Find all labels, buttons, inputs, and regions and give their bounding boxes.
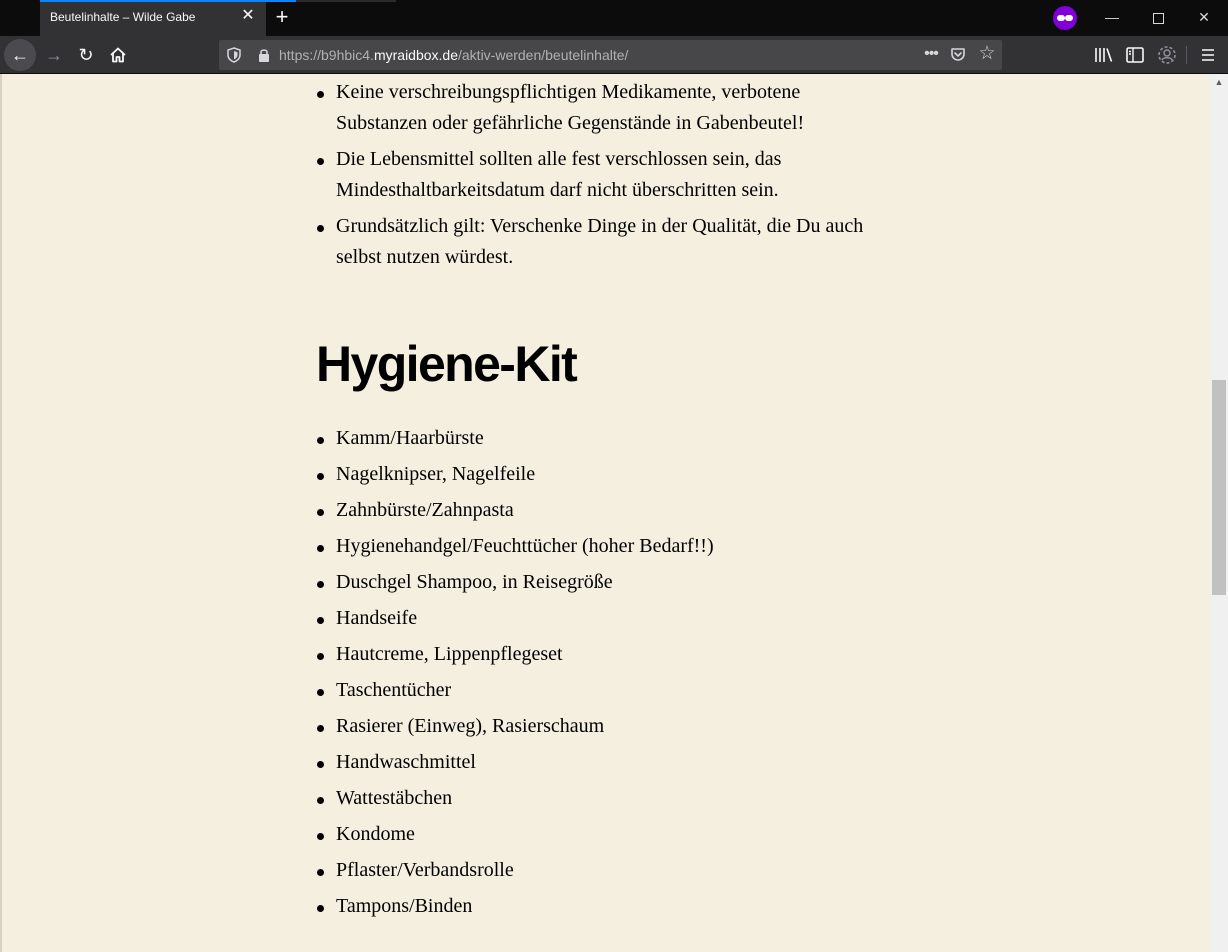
lock-icon[interactable] xyxy=(257,47,271,63)
private-browsing-icon xyxy=(1053,6,1077,30)
list-item: Kamm/Haarbürste xyxy=(316,423,916,459)
account-icon[interactable] xyxy=(1155,43,1179,67)
scrollbar-thumb[interactable] xyxy=(1212,380,1226,595)
list-item: Wattestäbchen xyxy=(316,783,916,819)
vertical-scrollbar[interactable] xyxy=(1210,74,1228,952)
hygiene-kit-list xyxy=(316,423,916,927)
home-button[interactable] xyxy=(102,39,134,71)
url-bar[interactable] xyxy=(219,40,1002,70)
list-item: Handwaschmittel xyxy=(316,747,916,783)
toolbar-divider xyxy=(1186,46,1187,64)
tracking-protection-shield-icon[interactable] xyxy=(227,47,241,63)
maximize-button[interactable] xyxy=(1135,0,1181,36)
page-actions-icon[interactable]: ••• xyxy=(924,45,938,62)
tab-close-icon[interactable]: ✕ xyxy=(241,7,255,24)
back-button[interactable]: ← xyxy=(4,39,36,71)
list-item: Grundsätzlich gilt: Verschenke Dinge in der Qualität, die Du auch selbst nutzen würdest. xyxy=(316,211,896,273)
list-item: Taschentücher xyxy=(316,675,916,711)
section-heading: Hygiene-Kit xyxy=(316,336,577,392)
tab-strip-highlight xyxy=(266,0,396,2)
home-icon xyxy=(109,46,127,64)
list-item: Handseife xyxy=(316,603,916,639)
tab-strip xyxy=(0,0,1228,36)
list-item: Hygienehandgel/Feuchttücher (hoher Bedarf!!) xyxy=(316,531,916,567)
forward-button[interactable]: → xyxy=(45,45,63,65)
maximize-icon xyxy=(1153,13,1164,24)
tab-accent-line xyxy=(40,0,266,2)
list-item: Nagelknipser, Nagelfeile xyxy=(316,459,916,495)
sidebar-icon[interactable] xyxy=(1123,43,1147,67)
list-item: Die Lebensmittel sollten alle fest verschlossen sein, das Mindesthaltbarkeitsdatum darf nicht überschritten sein. xyxy=(316,144,896,206)
reload-button[interactable]: ↻ xyxy=(78,45,94,65)
page-viewport xyxy=(0,74,1228,952)
list-item: Duschgel Shampoo, in Reisegröße xyxy=(316,567,916,603)
list-item: Pflaster/Verbandsrolle xyxy=(316,855,916,891)
list-item: Rasierer (Einweg), Rasierschaum xyxy=(316,711,916,747)
close-window-button[interactable]: ✕ xyxy=(1198,9,1210,25)
tab-active[interactable] xyxy=(40,0,266,36)
new-tab-button[interactable]: + xyxy=(275,4,289,29)
rules-list xyxy=(316,77,896,278)
url-domain: myraidbox.de xyxy=(373,47,458,63)
url-prefix: https://b9hbic4. xyxy=(279,47,374,63)
minimize-button[interactable]: — xyxy=(1105,9,1119,25)
hamburger-menu-icon[interactable] xyxy=(1196,43,1220,67)
url-path: /aktiv-werden/beutelinhalte/ xyxy=(458,47,629,63)
list-item: Zahnbürste/Zahnpasta xyxy=(316,495,916,531)
list-item: Kondome xyxy=(316,819,916,855)
list-item: Keine verschreibungspflichtigen Medikamente, verbotene Substanzen oder gefährliche Gegenstände in Gabenbeutel! xyxy=(316,77,896,139)
tab-title: Beutelinhalte – Wilde Gabe xyxy=(50,10,196,24)
url-text[interactable] xyxy=(279,47,628,63)
list-item: Hautcreme, Lippenpflegeset xyxy=(316,639,916,675)
library-icon[interactable] xyxy=(1092,43,1116,67)
bookmark-star-icon[interactable]: ☆ xyxy=(978,43,996,64)
viewport-edge xyxy=(0,74,2,952)
navigation-toolbar xyxy=(0,36,1228,74)
pocket-icon[interactable] xyxy=(950,46,966,62)
list-item: Tampons/Binden xyxy=(316,891,916,927)
scroll-up-arrow-icon[interactable]: ▲ xyxy=(1214,77,1224,87)
